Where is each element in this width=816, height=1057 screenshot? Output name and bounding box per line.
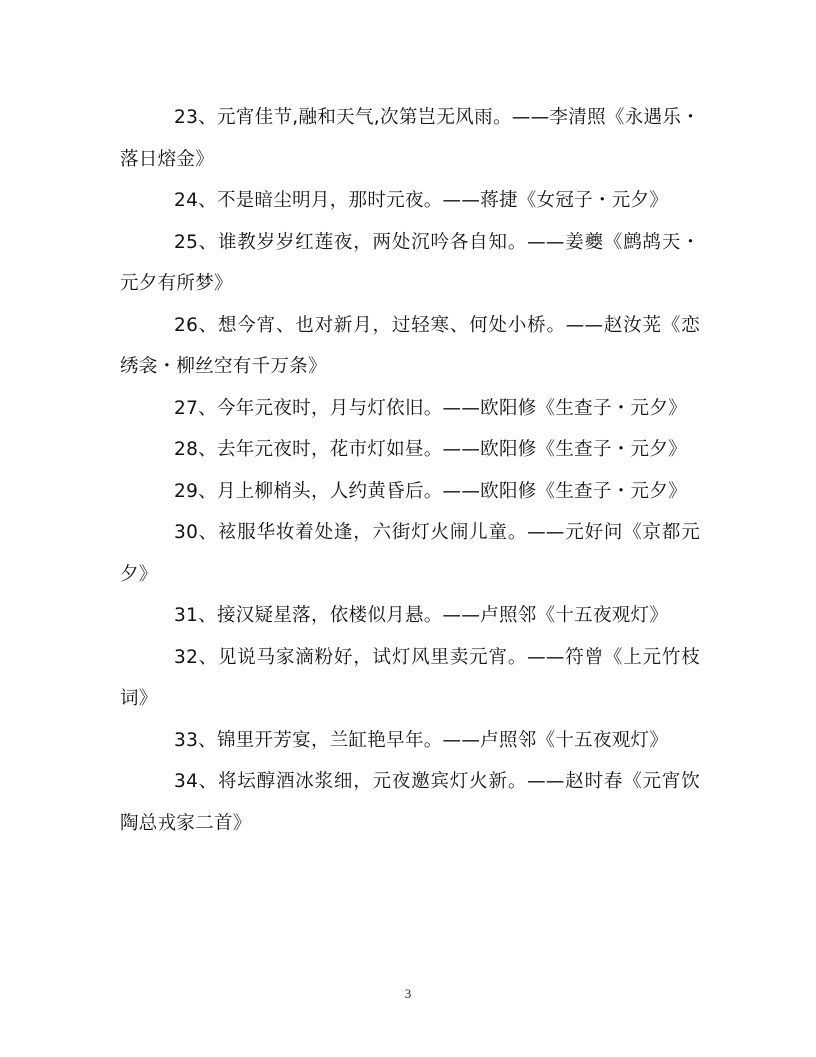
poem-quote-28: 28、去年元夜时，花市灯如昼。——欧阳修《生查子・元夕》	[174, 439, 687, 460]
poem-quote-33: 33、锦里开芳宴，兰缸艳早年。——卢照邻《十五夜观灯》	[174, 729, 669, 751]
poem-quote-31: 31、接汉疑星落，依楼似月悬。——卢照邻《十五夜观灯》	[174, 605, 669, 626]
page-number: 3	[404, 986, 412, 1001]
poem-quote-30: 30、袨服华妆着处逢，六街灯火闹儿童。——元好问《京都元夕》	[120, 522, 700, 585]
poem-quote-26: 26、想今宵、也对新月，过轻寒、何处小桥。——赵汝茪《恋绣衾・柳丝空有千万条》	[120, 314, 700, 377]
poem-quote-34: 34、将坛醇酒冰浆细，元夜邀宾灯火新。——赵时春《元宵饮陶总戎家二首》	[120, 771, 700, 834]
document-body	[120, 97, 700, 844]
poem-quote-29: 29、月上柳梢头，人约黄昏后。——欧阳修《生查子・元夕》	[174, 480, 687, 502]
poem-quote-23: 23、元宵佳节,融和天气,次第岂无风雨。——李清照《永遇乐・落日熔金》	[120, 107, 700, 170]
poem-quote-25: 25、谁教岁岁红莲夜，两处沉吟各自知。——姜夔《鹧鸪天・元夕有所梦》	[120, 231, 700, 294]
poem-quote-27: 27、今年元夜时，月与灯依旧。——欧阳修《生查子・元夕》	[174, 397, 687, 419]
poem-quote-32: 32、见说马家滴粉好，试灯风里卖元宵。——符曾《上元竹枝词》	[120, 646, 700, 709]
poem-quote-24: 24、不是暗尘明月，那时元夜。——蒋捷《女冠子・元夕》	[174, 190, 669, 211]
